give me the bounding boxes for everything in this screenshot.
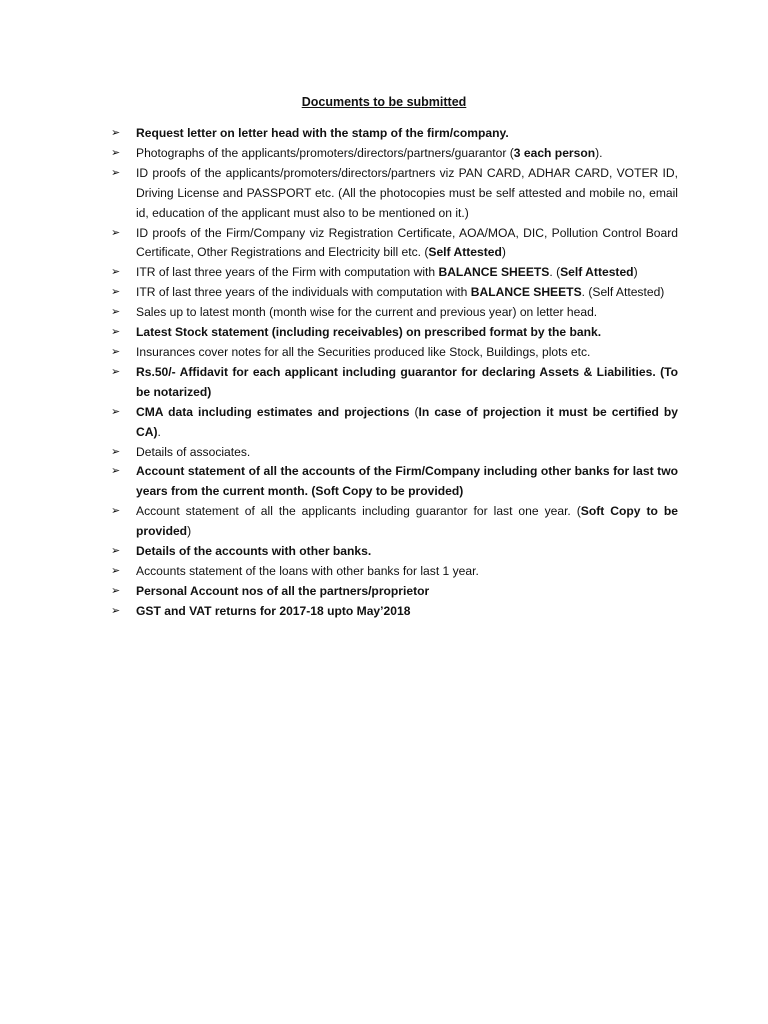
item-text: (	[409, 404, 419, 419]
item-text: Photographs of the applicants/promoters/directors/partners/guarantor (	[136, 145, 514, 160]
item-text: ID proofs of the applicants/promoters/directors/partners viz PAN CARD, ADHAR CARD, VOTER ID, Driving License and PASSPORT etc. (All the photocopies must be self attested and mobile no, email id, education of the applicant must also to be mentioned on it.)	[136, 165, 678, 220]
arrow-bullet-icon: ➢	[111, 604, 121, 617]
list-item	[110, 144, 678, 164]
list-item	[110, 263, 678, 283]
list-item	[110, 343, 678, 363]
list-item	[110, 303, 678, 323]
list-item	[110, 363, 678, 403]
item-text: ITR of last three years of the individuals with computation with	[136, 285, 471, 300]
list-item	[110, 502, 678, 542]
bold-text: Personal Account nos of all the partners/proprietor	[136, 583, 430, 598]
arrow-bullet-icon: ➢	[111, 127, 121, 139]
arrow-bullet-icon: ➢	[111, 345, 121, 358]
item-text: ID proofs of the Firm/Company viz Registration Certificate, AOA/MOA, DIC, Pollution Control Board Certificate, Other Registrations and Electricity bill etc. (	[136, 225, 678, 260]
bold-text: Rs.50/- Affidavit for each applicant including guarantor for declaring Assets & Liabilities. (To be notarized)	[136, 364, 678, 399]
arrow-bullet-icon: ➢	[111, 326, 121, 339]
item-text: Account statement of all the applicants including guarantor for last one year. (	[136, 504, 581, 519]
bold-text: Self Attested	[428, 245, 502, 260]
bold-text: BALANCE SHEETS	[438, 265, 550, 280]
arrow-bullet-icon: ➢	[111, 405, 121, 418]
bold-text: 3 each person	[513, 145, 596, 160]
arrow-bullet-icon: ➢	[111, 306, 121, 319]
document-title: Documents to be submitted	[301, 95, 467, 109]
list-item	[110, 323, 678, 343]
bold-text: CMA data including estimates and projections	[136, 404, 410, 419]
list-item	[110, 542, 678, 562]
arrow-bullet-icon: ➢	[111, 545, 121, 558]
arrow-bullet-icon: ➢	[111, 146, 121, 159]
arrow-bullet-icon: ➢	[111, 505, 121, 518]
list-item	[110, 462, 678, 502]
requirements-list	[110, 124, 678, 622]
item-text: .	[157, 424, 161, 439]
list-item	[110, 124, 678, 144]
list-item	[110, 443, 678, 463]
arrow-bullet-icon: ➢	[111, 465, 121, 478]
bold-text: GST and VAT returns for 2017-18 upto May’2018	[136, 603, 411, 618]
arrow-bullet-icon: ➢	[111, 365, 121, 378]
bold-text: Soft Copy to be provided	[136, 504, 678, 539]
item-text: . (	[549, 265, 561, 280]
arrow-bullet-icon: ➢	[111, 266, 121, 279]
bold-text: Request letter on letter head with the stamp of the firm/company.	[136, 126, 509, 140]
bold-text: Latest Stock statement (including receivables) on prescribed format by the bank.	[136, 325, 602, 340]
list-item	[110, 403, 678, 443]
bold-text: Account statement of all the accounts of the Firm/Company including other banks for last two years from the current month. (Soft Copy to be provided)	[136, 464, 678, 499]
list-item	[110, 283, 678, 303]
arrow-bullet-icon: ➢	[111, 166, 121, 179]
bold-text: In case of projection it must be certified by CA)	[136, 404, 678, 439]
list-item	[110, 164, 678, 224]
item-text: Sales up to latest month (month wise for the current and previous year) on letter head.	[136, 305, 598, 320]
item-text: Details of associates.	[136, 444, 251, 459]
arrow-bullet-icon: ➢	[111, 226, 121, 239]
bold-text: BALANCE SHEETS	[470, 285, 582, 300]
item-text: ).	[595, 145, 603, 160]
list-item	[110, 582, 678, 602]
arrow-bullet-icon: ➢	[111, 445, 121, 458]
item-text: )	[501, 245, 506, 260]
arrow-bullet-icon: ➢	[111, 564, 121, 577]
item-text: )	[633, 265, 638, 280]
list-item	[110, 224, 678, 264]
item-text: . (Self Attested)	[581, 285, 665, 300]
bold-text: Self Attested	[560, 265, 634, 280]
item-text: )	[187, 524, 192, 539]
item-text: ITR of last three years of the Firm with computation with	[136, 265, 439, 280]
list-item	[110, 602, 678, 622]
arrow-bullet-icon: ➢	[111, 584, 121, 597]
item-text: Accounts statement of the loans with other banks for last 1 year.	[136, 563, 479, 578]
bold-text: Details of the accounts with other banks.	[136, 544, 372, 559]
arrow-bullet-icon: ➢	[111, 286, 121, 299]
list-item	[110, 562, 678, 582]
item-text: Insurances cover notes for all the Securities produced like Stock, Buildings, plots etc.	[136, 344, 591, 359]
